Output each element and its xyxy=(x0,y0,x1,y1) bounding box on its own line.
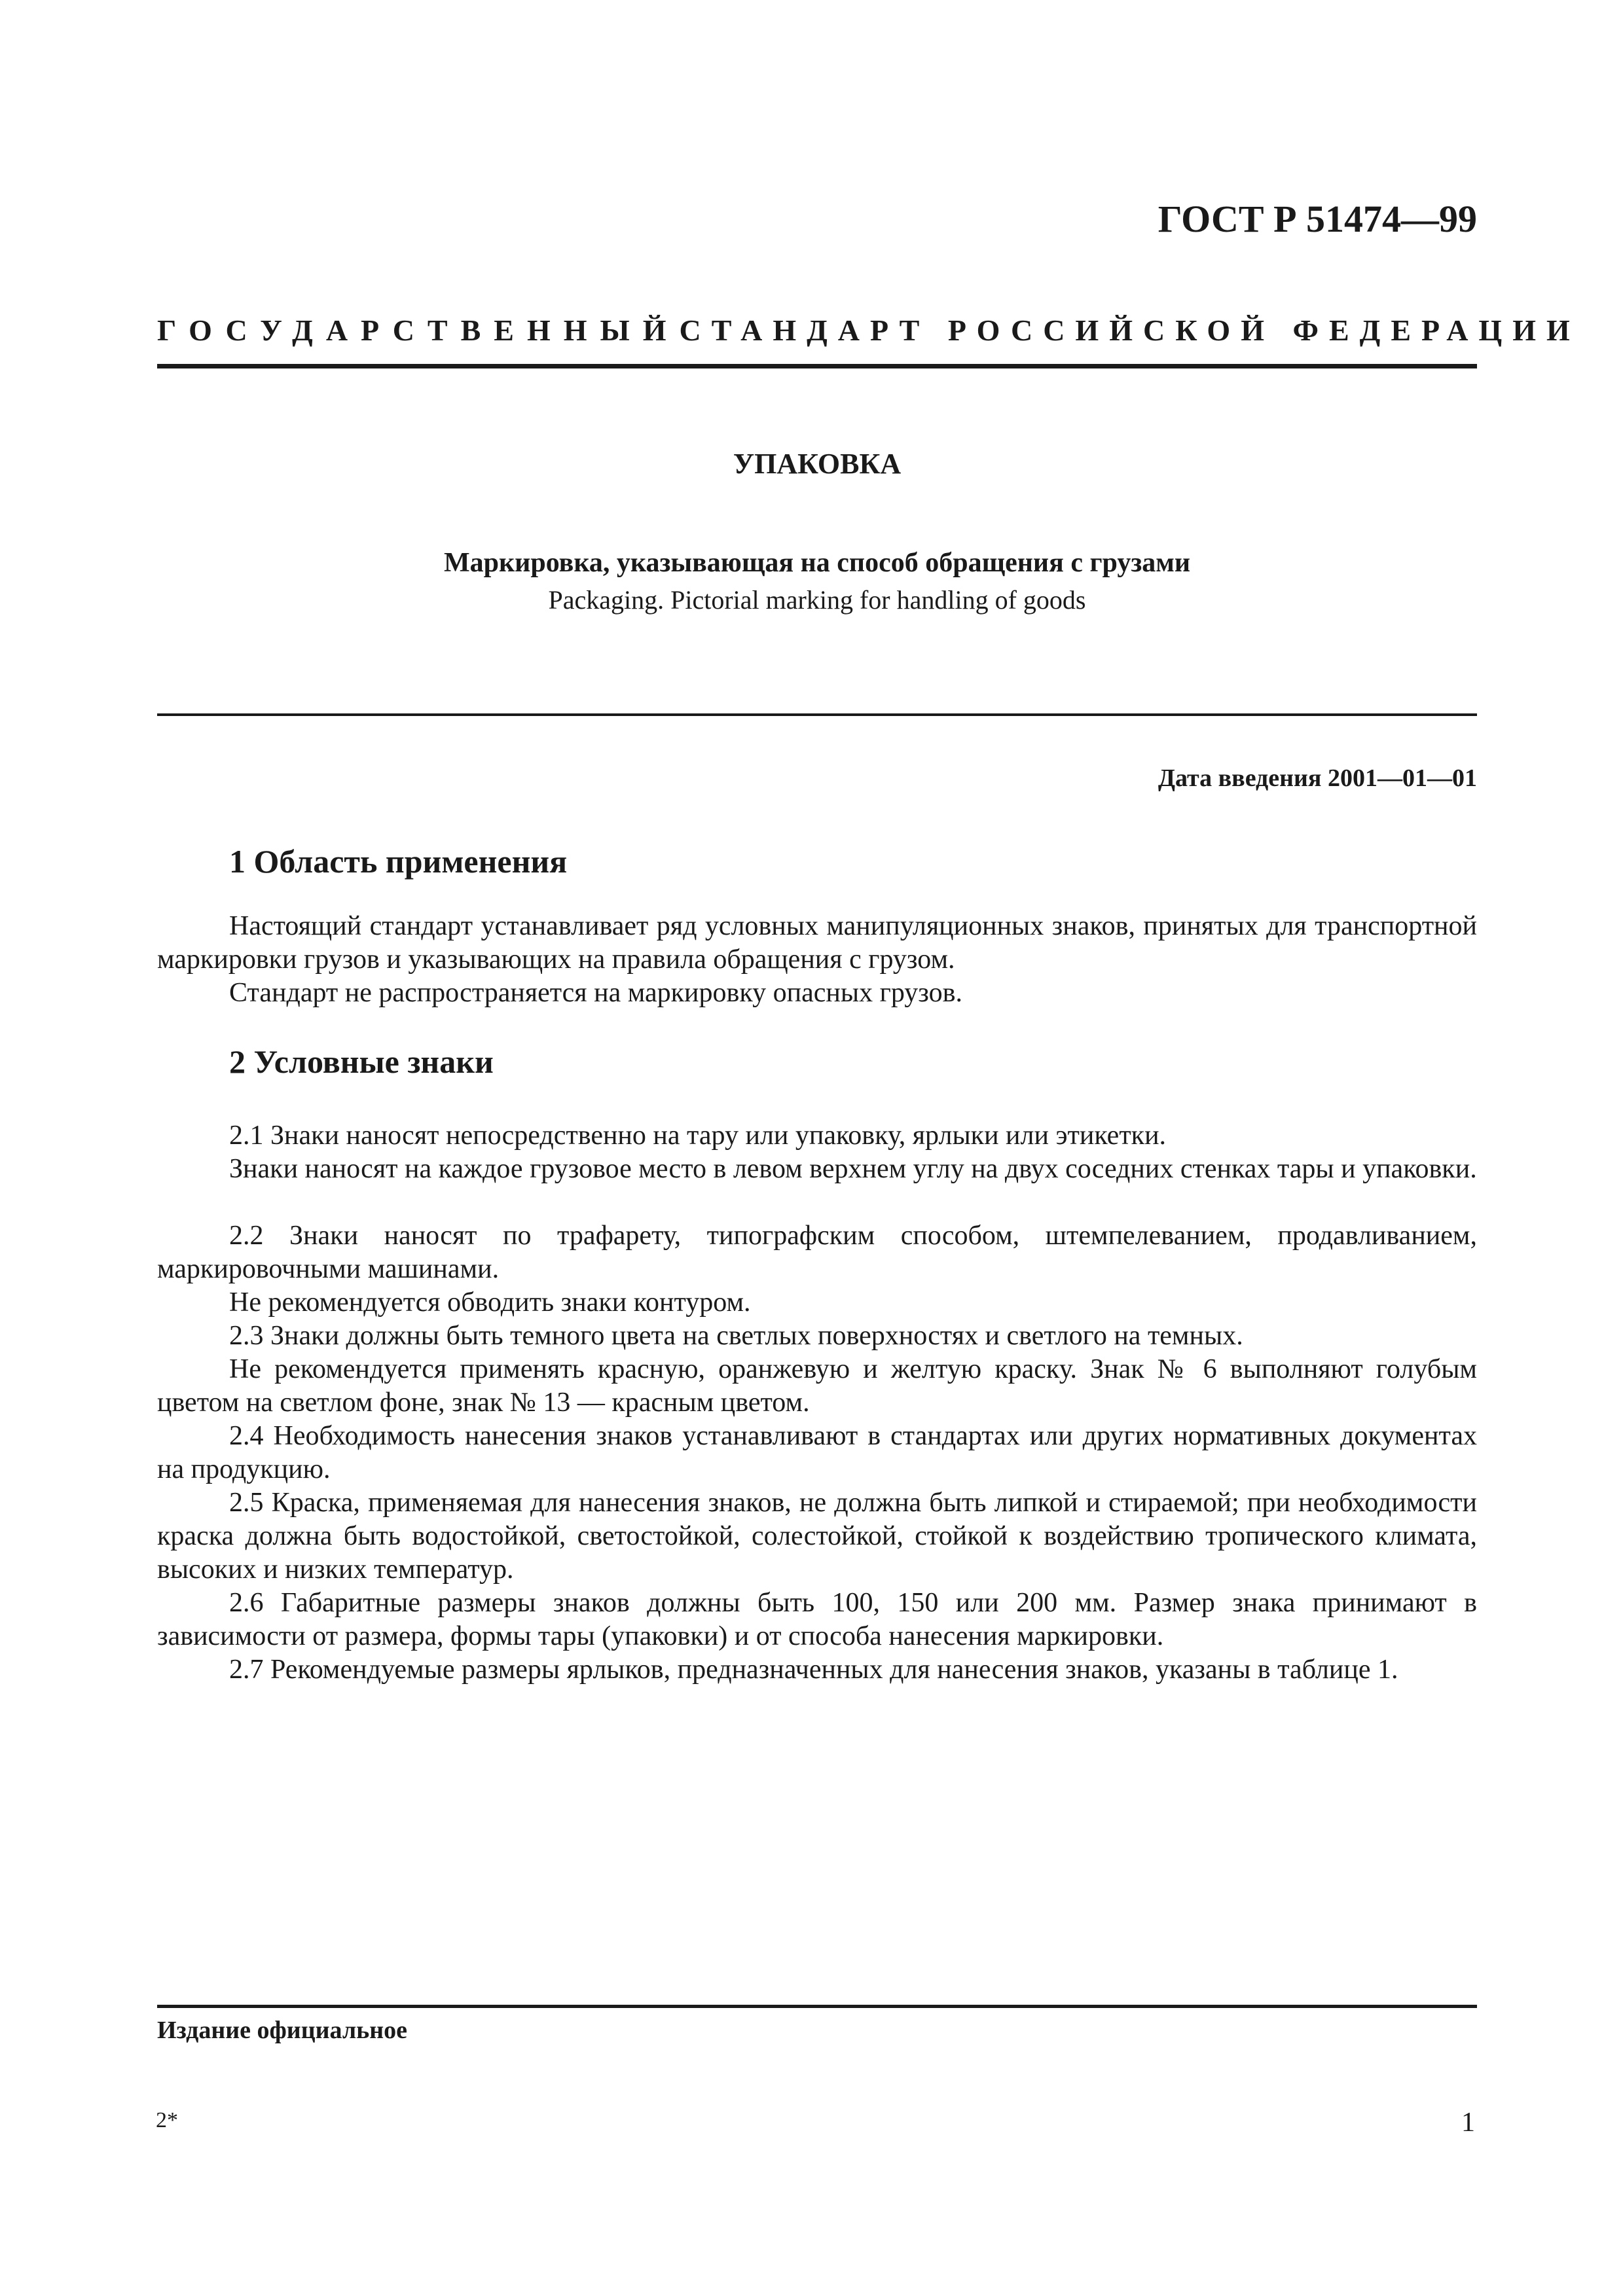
section-1-paragraph-1: Настоящий стандарт устанавливает ряд условных манипуляционных знаков, принятых для транспортной маркировки грузов и указывающих на правила обращения с грузом. xyxy=(157,911,1477,975)
footer-rule xyxy=(157,2005,1477,2008)
standard-banner xyxy=(157,312,1580,348)
section-2-paragraph-10: 2.7 Рекомендуемые размеры ярлыков, предназначенных для нанесения знаков, указаны в таблице 1. xyxy=(229,1655,1398,1685)
section-2-paragraph-1: 2.1 Знаки наносят непосредственно на тару или упаковку, ярлыки или этикетки. xyxy=(229,1121,1167,1151)
title-rule xyxy=(157,713,1477,716)
section-1-paragraph-2: Стандарт не распространяется на маркировку опасных грузов. xyxy=(229,978,962,1008)
section-2-paragraph-4: Не рекомендуется обводить знаки контуром. xyxy=(229,1287,751,1318)
banner-words-rest: СТАНДАРТ РОССИЙСКОЙ ФЕДЕРАЦИИ xyxy=(679,314,1580,347)
document-title: УПАКОВКА xyxy=(733,448,902,480)
official-edition-note: Издание официальное xyxy=(157,2017,408,2044)
document-code: ГОСТ Р 51474—99 xyxy=(1158,198,1477,240)
section-2-heading: 2 Условные знаки xyxy=(229,1043,494,1080)
folio-mark: 2* xyxy=(156,2108,178,2132)
page-number: 1 xyxy=(1461,2108,1475,2138)
section-2-paragraph-7: 2.4 Необходимость нанесения знаков устанавливают в стандартах или других нормативных документах на продукцию. xyxy=(157,1421,1477,1484)
subtitle-english: Packaging. Pictorial marking for handling of goods xyxy=(548,585,1086,615)
section-1-heading: 1 Область применения xyxy=(229,843,568,880)
section-2-paragraph-5: 2.3 Знаки должны быть темного цвета на светлых поверхностях и светлого на темных. xyxy=(229,1321,1243,1351)
section-2-paragraph-2: Знаки наносят на каждое грузовое место в левом верхнем углу на двух соседних стенках тары и упаковки. xyxy=(229,1154,1477,1184)
introduction-date: Дата введения 2001—01—01 xyxy=(1158,764,1477,792)
banner-word-state: ГОСУДАРСТВЕННЫЙ xyxy=(157,314,680,347)
section-2-paragraph-6: Не рекомендуется применять красную, оранжевую и желтую краску. Знак № 6 выполняют голубым цветом на светлом фоне, знак № 13 — красным цветом. xyxy=(157,1354,1477,1418)
section-2-paragraph-3: 2.2 Знаки наносят по трафарету, типографским способом, штемпелеванием, продавливанием, маркировочными машинами. xyxy=(157,1221,1477,1284)
section-2-paragraph-8: 2.5 Краска, применяемая для нанесения знаков, не должна быть липкой и стираемой; при необходимости краска должна быть водостойкой, светостойкой, солестойкой, стойкой к воздействию тропического климата, высоких и низких температур. xyxy=(157,1488,1477,1585)
subtitle-russian: Маркировка, указывающая на способ обращения с грузами xyxy=(443,548,1191,578)
section-2-paragraph-9: 2.6 Габаритные размеры знаков должны быть 100, 150 или 200 мм. Размер знака принимают в зависимости от размера, формы тары (упаковки) и от способа нанесения маркировки. xyxy=(157,1588,1477,1651)
header-rule xyxy=(157,364,1477,368)
